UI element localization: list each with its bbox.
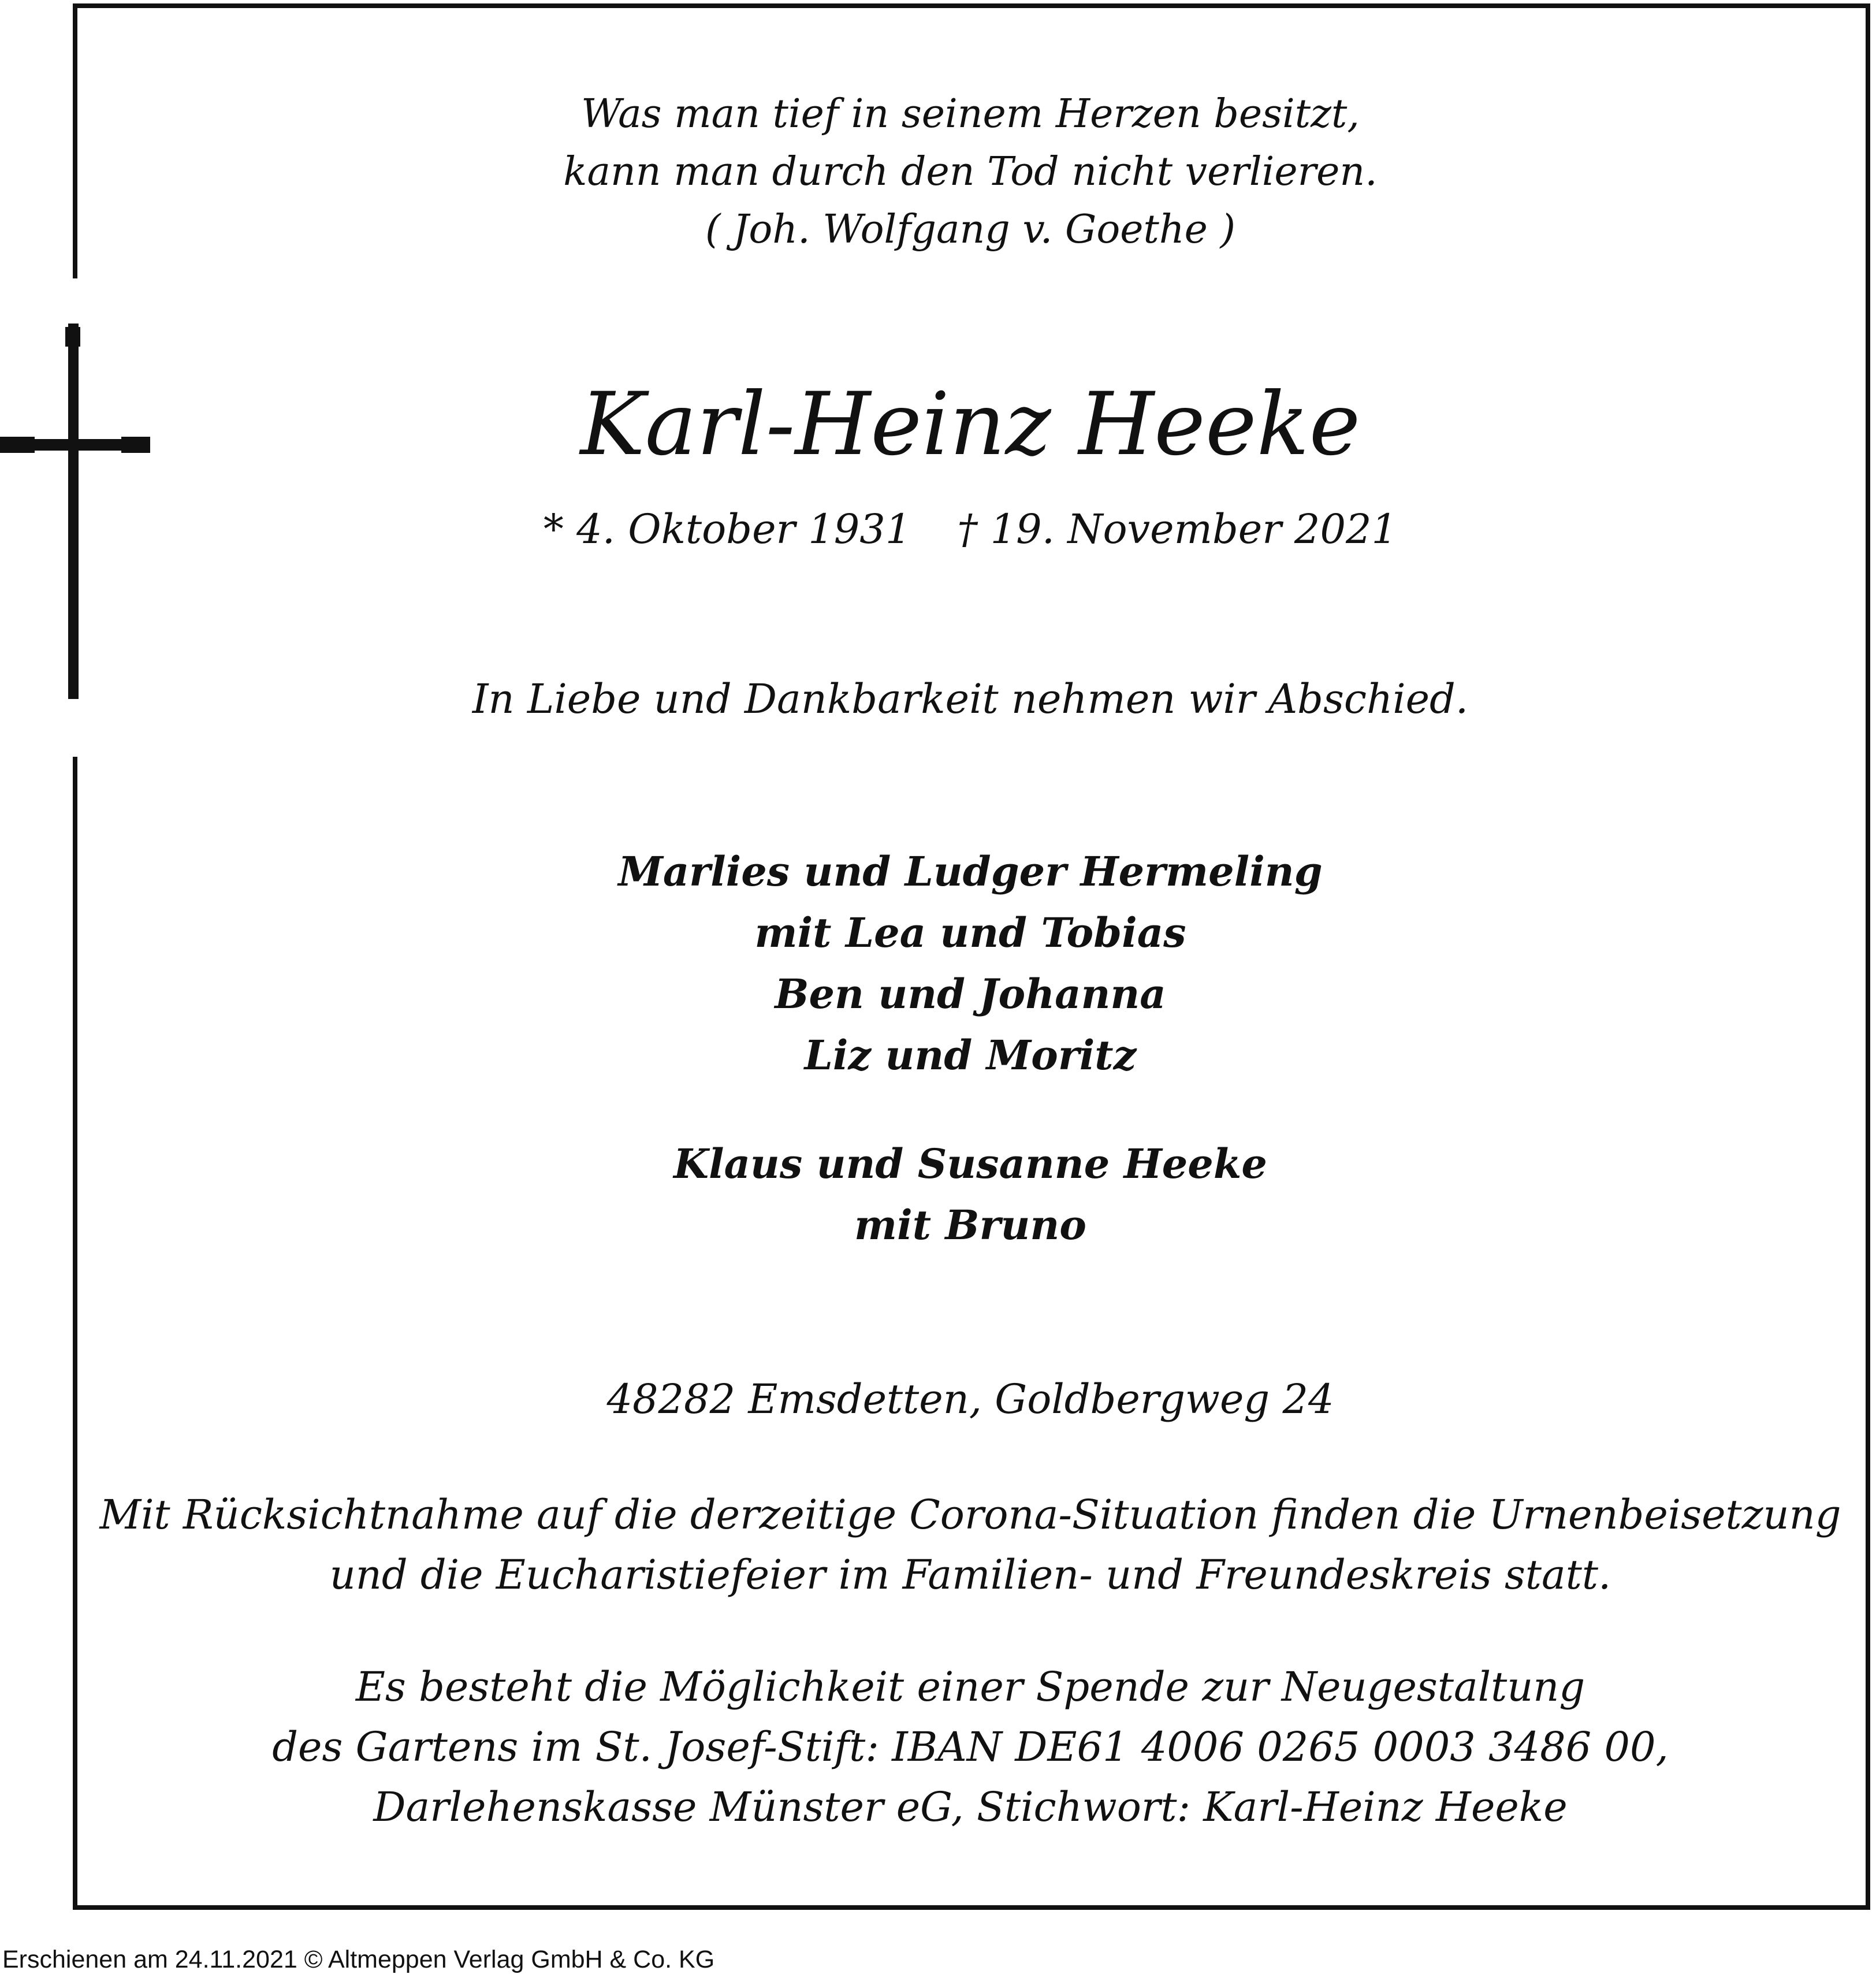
quote-attribution: ( Joh. Wolfgang v. Goethe )	[705, 207, 1236, 252]
address: 48282 Emsdetten, Goldbergweg 24	[606, 1375, 1334, 1423]
family-group	[81, 1133, 1860, 1256]
quote-line: Was man tief in seinem Herzen besitzt,	[581, 91, 1360, 137]
family-line: Klaus und Susanne Heeke	[673, 1140, 1267, 1188]
deceased-name: Karl-Heinz Heeke	[580, 374, 1361, 475]
family-line: mit Lea und Tobias	[754, 909, 1186, 957]
notice-line: und die Eucharistiefeier im Familien- und Freundeskreis statt.	[329, 1551, 1611, 1598]
quote-line: kann man durch den Tod nicht verlieren.	[563, 149, 1378, 195]
publication-footer: Erschienen am 24.11.2021 © Altmeppen Verlag GmbH & Co. KG	[2, 1946, 715, 1973]
family-line: mit Bruno	[854, 1201, 1086, 1249]
life-dates	[81, 500, 1860, 558]
frame-border-right	[1866, 3, 1870, 1910]
donation-line: Darlehenskasse Münster eG, Stichwort: Karl-Heinz Heeke	[373, 1783, 1568, 1831]
family-line: Liz und Moritz	[804, 1031, 1137, 1079]
ceremony-notice	[87, 1485, 1854, 1605]
family-line: Ben und Johanna	[775, 970, 1166, 1018]
birth-date: * 4. Oktober 1931	[543, 505, 911, 553]
donation-notice	[81, 1657, 1860, 1837]
quote-block	[81, 85, 1860, 259]
donation-line: des Gartens im St. Josef-Stift: IBAN DE61 4006 0265 0003 3486 00,	[272, 1723, 1669, 1771]
frame-border-left-lower	[73, 757, 77, 1910]
frame-border-top	[73, 3, 1870, 8]
frame-border-bottom	[73, 1905, 1870, 1910]
farewell-text: In Liebe und Dankbarkeit nehmen wir Abschied.	[472, 675, 1469, 723]
death-date: † 19. November 2021	[957, 505, 1398, 553]
donation-line: Es besteht die Möglichkeit einer Spende zur Neugestaltung	[355, 1663, 1585, 1711]
frame-border-left-upper	[73, 3, 77, 278]
family-line: Marlies und Ludger Hermeling	[618, 847, 1323, 895]
family-group	[81, 841, 1860, 1086]
notice-line: Mit Rücksichtnahme auf die derzeitige Corona-Situation finden die Urnenbeisetzung	[99, 1491, 1841, 1538]
